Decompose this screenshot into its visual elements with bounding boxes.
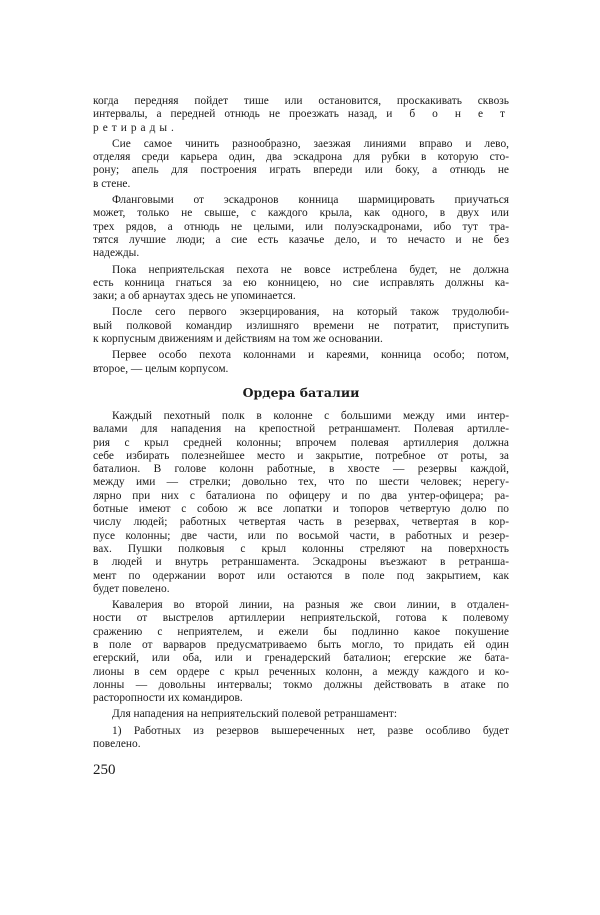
- text-line: сражению с неприятелем, и ежели бы подлинно какое покушение: [93, 625, 509, 638]
- text-line: Пока неприятельская пехота не вовсе истреблена будет, не должна: [112, 263, 509, 276]
- text-line: надежды.: [93, 247, 140, 260]
- text-line: тятся лучшие люди; а сие есть казачье дело, и то нечасто и не без: [93, 233, 509, 246]
- text-line: [93, 108, 509, 121]
- paragraph: [93, 725, 509, 752]
- text-line: ретирады.: [93, 121, 178, 134]
- text-line: будет повелено.: [93, 582, 170, 595]
- text-line: лярно при них с баталиона по офицеру и по два унтер-офицера; ра-: [93, 489, 509, 502]
- paragraph: [93, 138, 509, 191]
- text-line: вый полковой командир излишняго времени не потратит, приступить: [93, 319, 509, 332]
- text-line: баталион. В голове колонн работные, в хвосте — резервы каждой,: [93, 463, 509, 476]
- text-line: в поле от варваров предусматриваемо быть могло, то придать ей один: [93, 638, 509, 651]
- text-segment: интервалы, а передней отнюдь не проезжать назад,: [93, 108, 387, 121]
- text-line: вах. Пушки полковыя с крыл колонны стреляют на поверхность: [93, 542, 509, 555]
- section-title: Ордера баталии: [242, 384, 360, 400]
- text-line: мент по одержании ворот или остаются в поле под закрытием, как: [93, 569, 509, 582]
- intro-text: [93, 95, 509, 376]
- text-line: рия с крыл средней колонны; впрочем полевая артиллерия должна: [93, 436, 509, 449]
- paragraph: [93, 95, 509, 135]
- text-line: трех рядов, а отнюдь не целыми, или полуэскадронами, ибо тут тра-: [93, 220, 509, 233]
- text-line: валами для нападения на крепостной ретраншамент. Полевая артилле-: [93, 423, 509, 436]
- text-line: может, только не свыше, с каждого крыла, как одного, в двух или: [93, 207, 509, 220]
- text-line: лионы в сем ордере с крыл реченных колонн, а между каждого и ко-: [93, 665, 509, 678]
- text-line: Сие самое чинить разнообразно, заезжая линиями вправо и лево,: [112, 137, 509, 150]
- text-line: егерский, или оба, или и гренадерский баталион; егерские же бата-: [93, 652, 509, 665]
- text-line: повелено.: [93, 738, 141, 751]
- paragraph: [93, 306, 509, 346]
- text-line: ности от выстрелов артиллерии неприятельской, готова к полевому: [93, 612, 509, 625]
- text-line: Кавалерия во второй линии, на разныя же свои линии, в отдален-: [112, 599, 509, 612]
- text-line: Первее особо пехота колоннами и кареями, конница особо; потом,: [112, 349, 509, 362]
- text-line: Для нападения на неприятельский полевой ретраншамент:: [112, 708, 398, 721]
- paragraph: [93, 410, 509, 596]
- text-line: когда передняя пойдет тише или остановится, проскакивать сквозь: [93, 95, 509, 107]
- paragraph: [93, 264, 509, 304]
- text-line: в стене.: [93, 177, 131, 190]
- paragraph: [93, 349, 509, 376]
- text-line: лонны — довольны интервалы; токмо должны действовать в атаке по: [93, 678, 509, 691]
- text-line: расторопности их командиров.: [93, 692, 243, 705]
- text-line: пусе колонны; две части, или по восьмой части, в работных и резер-: [93, 529, 509, 542]
- text-line: После сего первого экзерцирования, на который також трудолюби-: [112, 306, 509, 319]
- text-line: отделяя среди карьера один, два эскадрона для рубки в которую сто-: [93, 151, 509, 164]
- page-body: [93, 95, 509, 754]
- text-line: рону; апель для построения играть впереди или боку, а отнюдь не: [93, 164, 509, 177]
- text-line: себе избирать полезнейшее место и закрытие, потребное от роты, за: [93, 449, 509, 462]
- section-text: [93, 410, 509, 751]
- text-line: ботные имеют с собою ж все лопатки и топоров четвертую долю по: [93, 503, 509, 516]
- page-number: 250: [93, 762, 116, 778]
- paragraph: [93, 194, 509, 260]
- paragraph: [93, 599, 509, 705]
- text-line: Фланговыми от эскадронов конница шармицировать приучаться: [112, 194, 509, 207]
- text-line: в людей и внутрь ретраншамента. Эскадроны въезжают в ретранша-: [93, 556, 509, 569]
- text-line: между ими — стрелки; довольно тех, что по шести человек; нерегу-: [93, 476, 509, 489]
- text-line: к корпусным движениям и действиям на том же основании.: [93, 333, 383, 346]
- text-line: второе, — целым корпусом.: [93, 362, 229, 375]
- text-line: 1) Работных из резервов вышереченных нет, разве особливо будет: [112, 724, 509, 737]
- text-line: есть конница гнаться за ею конницею, но сие исправлять должны ка-: [93, 276, 509, 289]
- spaced-emphasis: и б о н е т: [386, 108, 509, 121]
- text-line: заки; а об арнаутах здесь не упоминается.: [93, 290, 296, 303]
- text-line: числу людей; работных четвертая часть в резервах, четвертая в кор-: [93, 516, 509, 529]
- text-line: Каждый пехотный полк в колонне с большими между ими интер-: [112, 409, 509, 422]
- paragraph: [93, 708, 509, 721]
